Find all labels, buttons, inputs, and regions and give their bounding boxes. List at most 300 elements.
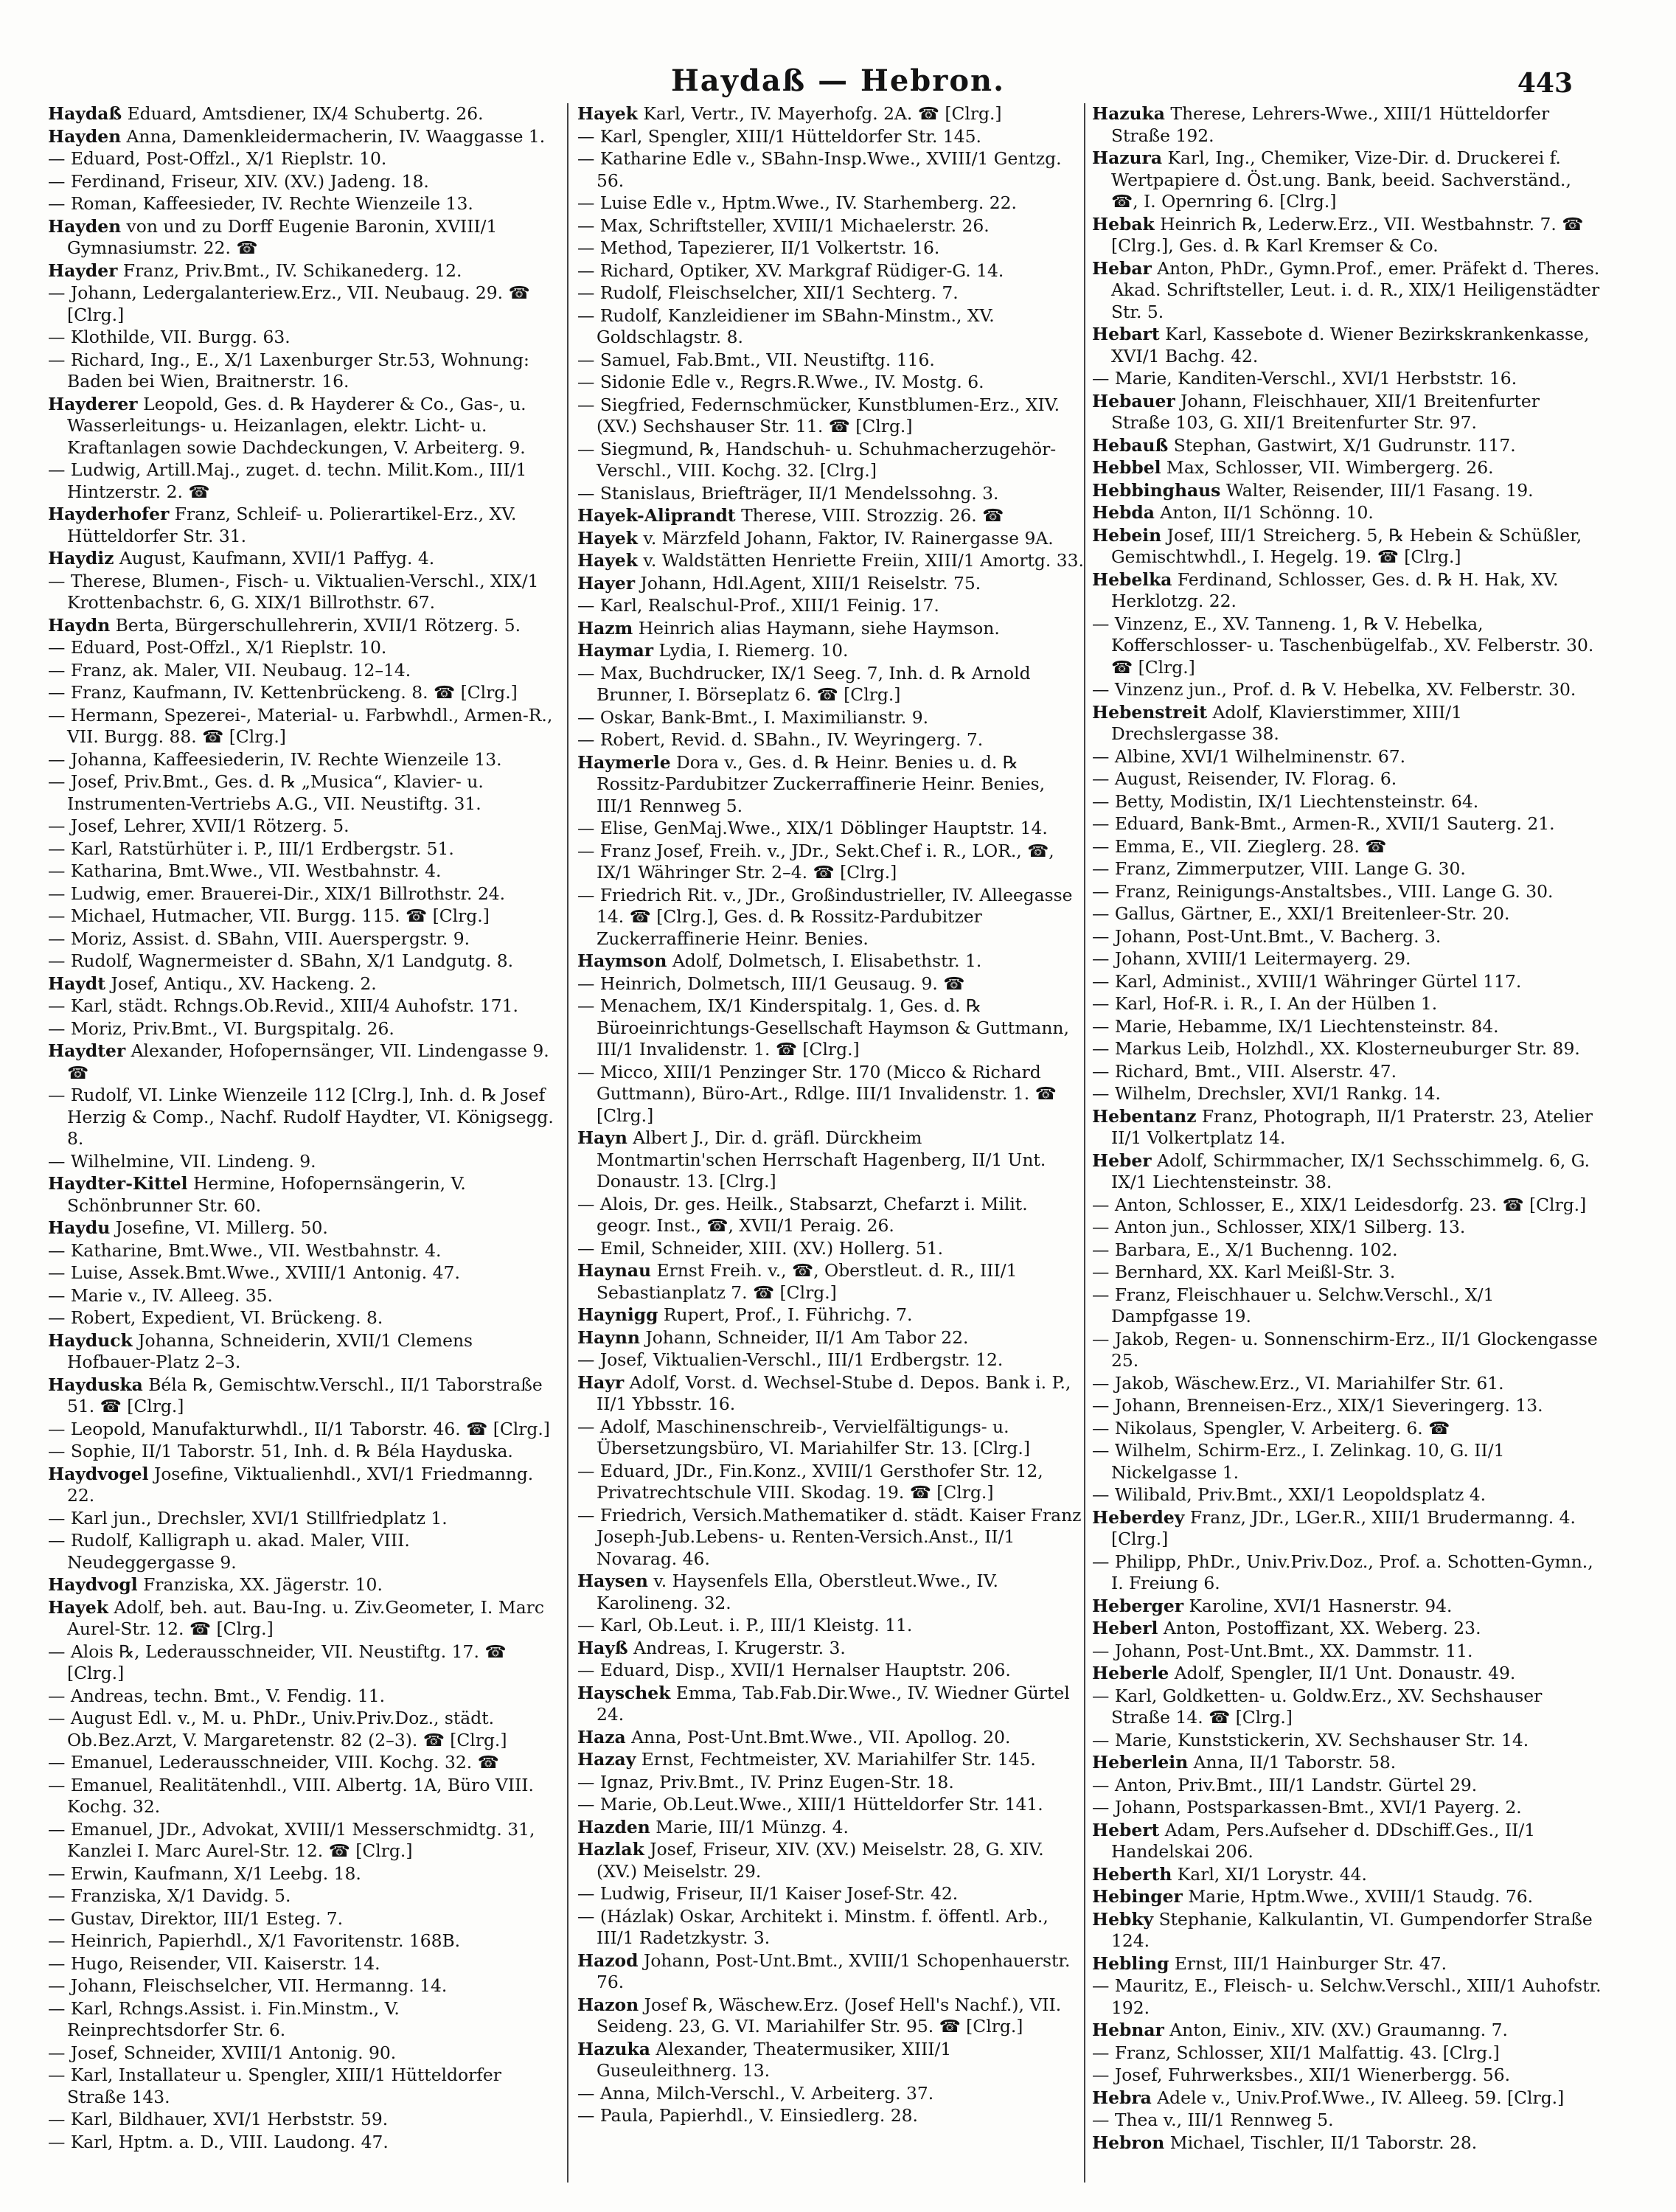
directory-entry (48, 282, 557, 326)
directory-entry (48, 928, 557, 950)
entry-text: — Ludwig, Friseur, II/1 Kaiser Josef-Str. 42. (577, 1883, 959, 1904)
directory-entry (1092, 2087, 1602, 2110)
directory-entry (48, 771, 557, 815)
entry-text: Karl, Vertr., IV. Mayerhofg. 2A. ☎ [Clrg.] (643, 103, 1002, 124)
directory-entry (577, 1683, 1086, 1726)
entry-text: — Leopold, Manufakturwhdl., II/1 Taborstr. 46. ☎ [Clrg.] (48, 1418, 550, 1439)
directory-entry (1092, 993, 1602, 1015)
entry-text: — Bernhard, XX. Karl Meißl-Str. 3. (1092, 1262, 1396, 1282)
directory-entry (1092, 1418, 1602, 1440)
entry-text: — Eduard, JDr., Fin.Konz., XVIII/1 Gersthofer Str. 12, Privatrechtschule VIII. Skodag. 19. ☎ [Clrg.] (577, 1460, 1043, 1503)
entry-text: — Ignaz, Priv.Bmt., IV. Prinz Eugen-Str. 18. (577, 1771, 954, 1792)
entry-text: Karl, XI/1 Lorystr. 44. (1177, 1863, 1367, 1885)
entry-text: Ernst, Fechtmeister, XV. Mariahilfer Str. 145. (641, 1749, 1036, 1770)
entry-text: — Philipp, PhDr., Univ.Priv.Doz., Prof. a. Schotten-Gymn., I. Freiung 6. (1092, 1551, 1593, 1593)
entry-text: Therese, VIII. Strozzig. 26. ☎ (741, 505, 1004, 526)
entry-text: — Franz, Kaufmann, IV. Kettenbrückeng. 8. ☎ [Clrg.] (48, 682, 518, 703)
entry-text: — Emil, Schneider, XIII. (XV.) Hollerg. 51. (577, 1237, 944, 1259)
entry-text: Josef, Friseur, XIV. (XV.) Meiselstr. 28, G. XIV. (XV.) Meiselstr. 29. (597, 1839, 1044, 1882)
directory-entry (1092, 1975, 1602, 2019)
directory-entry (1092, 1730, 1602, 1752)
entry-text: — Therese, Blumen-, Fisch- u. Viktualien-Verschl., XIX/1 Krottenbachstr. 6, G. XIX/1 Billrothstr. 67. (48, 570, 539, 613)
entry-text: — Johann, Brenneisen-Erz., XIX/1 Sieveringerg. 13. (1092, 1395, 1543, 1416)
entry-surname: Hazod (577, 1950, 639, 1971)
entry-text: Johann, Hdl.Agent, XIII/1 Reiselstr. 75. (640, 572, 981, 594)
directory-entry (48, 327, 557, 349)
directory-entry (48, 103, 557, 125)
entry-text: Anna, II/1 Taborstr. 58. (1193, 1752, 1397, 1773)
directory-entry (48, 1018, 557, 1040)
entry-text: — Karl, Hof-R. i. R., I. An der Hülben 1. (1092, 993, 1438, 1014)
entry-surname: Heberlein (1092, 1752, 1189, 1773)
directory-entry (577, 640, 1086, 662)
entry-text: Marie, Hptm.Wwe., XVIII/1 Staudg. 76. (1188, 1886, 1534, 1907)
directory-entry (48, 2042, 557, 2065)
directory-entry (1092, 1440, 1602, 1484)
directory-entry (577, 305, 1086, 349)
entry-text: Michael, Tischler, II/1 Taborstr. 28. (1169, 2132, 1478, 2153)
directory-entry (577, 752, 1086, 818)
directory-entry (48, 1040, 557, 1084)
directory-entry (577, 663, 1086, 706)
entry-surname: Hayer (577, 572, 636, 594)
directory-entry (48, 1597, 557, 1641)
entry-text: Karl, Ing., Chemiker, Vize-Dir. d. Druckerei f. Wertpapiere d. Öst.ung. Bank, beeid. Sachverständ., ☎, I. Opernring 6. [Clrg.] (1111, 147, 1571, 212)
entry-text: — Richard, Bmt., VIII. Alserstr. 47. (1092, 1060, 1397, 1082)
entry-text: — Ferdinand, Friseur, XIV. (XV.) Jadeng. 18. (48, 170, 429, 192)
directory-entry (1092, 480, 1602, 502)
entry-text: Therese, Lehrers-Wwe., XIII/1 Hütteldorfer Straße 192. (1111, 103, 1550, 146)
directory-entry (48, 2132, 557, 2154)
directory-entry (48, 1285, 557, 1307)
running-title: Haydaß — Hebron. (670, 63, 1006, 98)
directory-entry (577, 1883, 1086, 1905)
entry-text: — Gallus, Gärtner, E., XXI/1 Breitenleer-Str. 20. (1092, 903, 1510, 924)
entry-text: — Wilhelm, Schirm-Erz., I. Zelinkag. 10, G. II/1 Nickelgasse 1. (1092, 1440, 1505, 1483)
entry-text: — Karl, Administ., XVIII/1 Währinger Gürtel 117. (1092, 970, 1522, 992)
directory-entry (48, 2065, 557, 2108)
entry-text: Walter, Reisender, III/1 Fasang. 19. (1225, 479, 1534, 501)
entry-surname: Hayder (48, 260, 118, 281)
directory-entry (577, 126, 1086, 148)
directory-entry (48, 260, 557, 282)
directory-entry (1092, 147, 1602, 213)
directory-entry (48, 1085, 557, 1150)
entry-text: — Vinzenz, E., XV. Tanneng. 1, ℞ V. Hebelka, Kofferschlosser- u. Taschenbügelfab., XV. Felberstr. 30. ☎ [Clrg.] (1092, 613, 1594, 678)
entry-text: — Karl jun., Drechsler, XVI/1 Stillfriedplatz 1. (48, 1507, 448, 1528)
entry-text: — Karl, städt. Rchngs.Ob.Revid., XIII/4 Auhofstr. 171. (48, 995, 518, 1016)
directory-entry (1092, 768, 1602, 790)
directory-entry (1092, 2020, 1602, 2042)
entry-text: — Eduard, Post-Offzl., X/1 Rieplstr. 10. (48, 637, 387, 658)
entry-text: Stephan, Gastwirt, X/1 Gudrunstr. 117. (1173, 434, 1516, 456)
directory-entry (1092, 1484, 1602, 1506)
directory-entry (1092, 1061, 1602, 1083)
column-middle (577, 103, 1086, 2190)
entry-text: — Katharine Edle v., SBahn-Insp.Wwe., XVIII/1 Gentzg. 56. (577, 148, 1062, 191)
directory-entry (1092, 391, 1602, 434)
entry-text: — Marie, Kanditen-Verschl., XVI/1 Herbststr. 16. (1092, 368, 1517, 389)
directory-entry (577, 973, 1086, 995)
directory-entry (577, 1660, 1086, 1682)
directory-entry (48, 1419, 557, 1441)
directory-entry (48, 216, 557, 260)
directory-entry (1092, 2132, 1602, 2154)
directory-entry (577, 950, 1086, 973)
entry-text: — Richard, Ing., E., X/1 Laxenburger Str.53, Wohnung: Baden bei Wien, Braitnerstr. 16. (48, 349, 529, 392)
entry-text: — Katharina, Bmt.Wwe., VII. Westbahnstr. 4. (48, 860, 442, 881)
entry-surname: Haymson (577, 950, 667, 971)
directory-entry (1092, 214, 1602, 257)
directory-entry (577, 1571, 1086, 1614)
entry-text: — Josef, Priv.Bmt., Ges. d. ℞ „Musica“, Klavier- u. Instrumenten-Vertriebs A.G., VII. Neustiftg. 31. (48, 771, 484, 814)
entry-text: Rupert, Prof., I. Führichg. 7. (663, 1304, 913, 1325)
entry-surname: Haydvogl (48, 1574, 138, 1595)
directory-entry (48, 459, 557, 503)
directory-entry (577, 1817, 1086, 1839)
directory-entry (48, 838, 557, 860)
entry-text: — Anton jun., Schlosser, XIX/1 Silberg. 13. (1092, 1217, 1466, 1237)
directory-entry (577, 550, 1086, 572)
entry-surname: Hayden (48, 125, 122, 147)
entry-text: Johann, Schneider, II/1 Am Tabor 22. (645, 1326, 969, 1348)
entry-text: Heinrich alias Haymann, siehe Haymson. (638, 617, 1000, 639)
directory-entry (1092, 971, 1602, 993)
directory-entry (48, 1374, 557, 1418)
directory-entry (1092, 1752, 1602, 1774)
entry-surname: Heberle (1092, 1663, 1169, 1683)
entry-text: — Moriz, Priv.Bmt., VI. Burgspitalg. 26. (48, 1018, 394, 1039)
directory-entry (48, 682, 557, 704)
entry-text: Josef ℞, Wäschew.Erz. (Josef Hell's Nachf.), VII. Seideng. 23, G. VI. Mariahilfer Str. 95. ☎ [Clrg.] (597, 1994, 1062, 2037)
directory-entry (577, 1327, 1086, 1349)
directory-entry (48, 1752, 557, 1774)
entry-text: Franziska, XX. Jägerstr. 10. (143, 1574, 383, 1595)
entry-text: — Johann, Post-Unt.Bmt., V. Bacherg. 3. (1092, 925, 1442, 947)
directory-entry (1092, 435, 1602, 457)
entry-surname: Hayduck (48, 1329, 133, 1351)
entry-text: — Johann, Fleischselcher, VII. Hermanng. 14. (48, 1975, 448, 1996)
entry-text: — Barbara, E., X/1 Buchenng. 102. (1092, 1239, 1398, 1260)
directory-entry (577, 394, 1086, 438)
directory-entry (48, 571, 557, 614)
directory-entry (577, 1794, 1086, 1816)
directory-entry (577, 260, 1086, 282)
entry-text: Josefine, Viktualienhdl., XVI/1 Friedmanng. 22. (67, 1463, 534, 1506)
entry-text: — Marie, Ob.Leut.Wwe., XIII/1 Hütteldorfer Str. 141. (577, 1794, 1043, 1815)
entry-text: Karl, Kassebote d. Wiener Bezirkskrankenkasse, XVI/1 Bachg. 42. (1111, 324, 1590, 366)
column-divider (567, 103, 568, 2183)
directory-entry (577, 595, 1086, 617)
directory-entry (48, 1173, 557, 1217)
directory-entry (48, 1708, 557, 1751)
directory-entry (1092, 1820, 1602, 1863)
directory-entry (577, 1727, 1086, 1749)
entry-text: — Robert, Revid. d. SBahn., IV. Weyringerg. 7. (577, 729, 984, 750)
entry-text: Leopold, Ges. d. ℞ Hayderer & Co., Gas-, u. Wasserleitungs- u. Heizanlagen, elektr. Licht- u. Kraftanlagen sowie Dachdeckungen, V. Arbeiterg. 9. (67, 393, 526, 458)
entry-surname: Hebling (1092, 1952, 1169, 1974)
entry-text: Alexander, Theatermusiker, XIII/1 Guseuleithnerg. 13. (597, 2038, 952, 2081)
directory-entry (1092, 1016, 1602, 1038)
entry-text: — Andreas, techn. Bmt., V. Fendig. 11. (48, 1685, 386, 1706)
entry-surname: Haynn (577, 1326, 640, 1348)
entry-surname: Haydaß (48, 103, 122, 124)
directory-entry (48, 1262, 557, 1284)
directory-entry (577, 237, 1086, 260)
directory-entry (577, 1749, 1086, 1771)
entry-text: Albert J., Dir. d. gräfl. Dürckheim Montmartin'schen Herrschaft Hagenberg, II/1 Unt. Donaustr. 13. [Clrg.] (597, 1127, 1046, 1192)
directory-entry (577, 995, 1086, 1061)
directory-entry (48, 1151, 557, 1173)
directory-entry (48, 905, 557, 928)
directory-entry (1092, 502, 1602, 524)
directory-entry (1092, 2042, 1602, 2065)
directory-entry (1092, 1329, 1602, 1372)
entry-text: — Albine, XVI/1 Wilhelminenstr. 67. (1092, 745, 1406, 767)
column-left (48, 103, 557, 2190)
entry-text: — Betty, Modistin, IX/1 Liechtensteinstr. 64. (1092, 790, 1479, 812)
directory-entry (48, 1508, 557, 1530)
entry-surname: Hebauer (1092, 390, 1175, 411)
directory-entry (48, 660, 557, 682)
entry-surname: Hebert (1092, 1819, 1160, 1840)
directory-entry (577, 1416, 1086, 1460)
directory-entry (1092, 1686, 1602, 1729)
entry-text: Adolf, Klavierstimmer, XIII/1 Drechslergasse 38. (1111, 701, 1462, 744)
entry-text: Franz, Priv.Bmt., IV. Schikanederg. 12. (122, 260, 462, 281)
entry-text: — Elise, GenMaj.Wwe., XIX/1 Döblinger Hauptstr. 14. (577, 818, 1048, 838)
entry-text: — Erwin, Kaufmann, X/1 Leebg. 18. (48, 1863, 361, 1884)
entry-text: Anna, Post-Unt.Bmt.Wwe., VII. Apollog. 20. (631, 1726, 1011, 1747)
entry-text: — Klothilde, VII. Burgg. 63. (48, 327, 291, 347)
directory-entry (577, 1372, 1086, 1416)
entry-text: — Franziska, X/1 Davidg. 5. (48, 1885, 291, 1906)
directory-entry (577, 885, 1086, 950)
entry-text: Hermine, Hofopernsängerin, V. Schönbrunner Str. 60. (67, 1173, 466, 1216)
entry-text: Adele v., Univ.Prof.Wwe., IV. Alleeg. 59. [Clrg.] (1157, 2087, 1565, 2108)
entry-text: — Franz, Fleischhauer u. Selchw.Verschl., X/1 Dampfgasse 19. (1092, 1284, 1495, 1326)
entry-text: Josef, III/1 Streicherg. 5, ℞ Hebein & Schüßler, Gemischtwhdl., I. Hegelg. 19. ☎ [Clrg.] (1111, 524, 1582, 567)
entry-surname: Hebenstreit (1092, 701, 1208, 723)
directory-entry (48, 1464, 557, 1507)
entry-surname: Heberl (1092, 1618, 1158, 1638)
entry-text: — Josef, Schneider, XVIII/1 Antonig. 90. (48, 2042, 397, 2063)
entry-text: — Franz Josef, Freih. v., JDr., Sekt.Chef i. R., LOR., ☎, IX/1 Währinger Str. 2–4. ☎ [Clrg.] (577, 840, 1054, 883)
entry-text: — Jakob, Regen- u. Sonnenschirm-Erz., II/1 Glockengasse 25. (1092, 1328, 1598, 1371)
entry-text: — Ludwig, emer. Brauerei-Dir., XIX/1 Billrothstr. 24. (48, 883, 506, 904)
directory-entry (48, 148, 557, 170)
directory-entry (48, 1574, 557, 1596)
directory-entry (48, 1930, 557, 1952)
entry-text: — Emma, E., VII. Zieglerg. 28. ☎ (1092, 835, 1387, 857)
entry-text: Josef, Antiqu., XV. Hackeng. 2. (111, 973, 377, 994)
directory-entry (48, 1975, 557, 1997)
directory-entry (577, 1638, 1086, 1660)
directory-entry (48, 995, 557, 1018)
directory-entry (48, 394, 557, 459)
entry-text: Lydia, I. Riemerg. 10. (658, 640, 849, 661)
entry-text: Johanna, Schneiderin, XVII/1 Clemens Hofbauer-Platz 2–3. (67, 1329, 473, 1372)
directory-entry (48, 126, 557, 148)
entry-surname: Haydter-Kittel (48, 1173, 188, 1194)
entry-text: — Marie v., IV. Alleeg. 35. (48, 1284, 273, 1306)
directory-entry (1092, 1953, 1602, 1975)
entry-text: — Adolf, Maschinenschreib-, Vervielfältigungs- u. Übersetzungsbüro, VI. Mariahilfer Str. 13. [Clrg.] (577, 1416, 1030, 1458)
directory-entry (48, 705, 557, 748)
directory-entry (1092, 1239, 1602, 1262)
directory-entry (48, 1885, 557, 1907)
entry-surname: Haymar (577, 640, 654, 661)
directory-entry (1092, 836, 1602, 858)
directory-entry (577, 573, 1086, 595)
entry-text: Karoline, XVI/1 Hasnerstr. 94. (1189, 1595, 1453, 1616)
directory-entry (1092, 1596, 1602, 1618)
entry-text: — Friedrich Rit. v., JDr., Großindustrieller, IV. Alleegasse 14. ☎ [Clrg.], Ges. d. ℞ Rossitz-Pardubitzer Zuckerraffinerie Heinr. Benies. (577, 884, 1073, 949)
directory-entry (48, 860, 557, 883)
entry-surname: Heber (1092, 1150, 1152, 1171)
entry-text: — Moriz, Assist. d. SBahn, VIII. Auerspergstr. 9. (48, 928, 470, 949)
directory-entry (577, 1772, 1086, 1794)
entry-text: Adam, Pers.Aufseher d. DDschiff.Ges., II/1 Handelskai 206. (1111, 1819, 1536, 1862)
entry-text: — Johann, Post-Unt.Bmt., XX. Dammstr. 11. (1092, 1640, 1473, 1661)
entry-surname: Hayden (48, 215, 122, 237)
column-divider (1084, 103, 1085, 2183)
entry-surname: Hayderer (48, 393, 138, 414)
directory-entry (577, 1906, 1086, 1950)
entry-text: — Karl, Realschul-Prof., XIII/1 Feinig. 17. (577, 595, 939, 616)
directory-entry (1092, 2065, 1602, 2087)
directory-entry (577, 729, 1086, 751)
entry-text: — Emanuel, Lederausschneider, VIII. Kochg. 32. ☎ (48, 1752, 499, 1773)
entry-text: Dora v., Ges. d. ℞ Heinr. Benies u. d. ℞ Rossitz-Pardubitzer Zuckerraffinerie Heinr. Benies, III/1 Rennweg 5. (597, 751, 1046, 816)
entry-text: — Franz, Schlosser, XII/1 Malfattig. 43. [Clrg.] (1092, 2042, 1500, 2063)
directory-entry (48, 2109, 557, 2131)
entry-text: v. Haysenfels Ella, Oberstleut.Wwe., IV. Karolineng. 32. (597, 1571, 998, 1613)
directory-entry (1092, 1395, 1602, 1417)
entry-surname: Hebauß (1092, 434, 1169, 456)
entry-text: — August, Reisender, IV. Florag. 6. (1092, 768, 1397, 789)
directory-entry (48, 1998, 557, 2042)
entry-text: — Ludwig, Artill.Maj., zuget. d. techn. Milit.Kom., III/1 Hintzerstr. 2. ☎ (48, 459, 527, 502)
entry-text: — Eduard, Post-Offzl., X/1 Rieplstr. 10. (48, 148, 387, 169)
entry-surname: Hebelka (1092, 568, 1172, 590)
entry-surname: Haynau (577, 1260, 652, 1281)
entry-surname: Hayek (577, 550, 638, 571)
directory-entry (1092, 103, 1602, 147)
directory-entry (1092, 858, 1602, 880)
entry-text: — (Házlak) Oskar, Architekt i. Minstm. f. öffentl. Arb., III/1 Radetzkystr. 3. (577, 1905, 1049, 1948)
entry-text: — Rudolf, Fleischselcher, XII/1 Sechterg. 7. (577, 282, 959, 303)
entry-text: — Siegmund, ℞, Handschuh- u. Schuhmacherzugehör-Verschl., VIII. Kochg. 32. [Clrg.] (577, 438, 1057, 481)
directory-entry (1092, 1909, 1602, 1952)
directory-entry (577, 483, 1086, 505)
entry-surname: Hebak (1092, 213, 1155, 234)
entry-text: — Nikolaus, Spengler, V. Arbeiterg. 6. ☎ (1092, 1417, 1450, 1439)
entry-text: — Samuel, Fab.Bmt., VII. Neustiftg. 116. (577, 349, 935, 370)
entry-text: — Eduard, Bank-Bmt., Armen-R., XVII/1 Sauterg. 21. (1092, 813, 1555, 834)
directory-entry (577, 215, 1086, 237)
directory-entry (1092, 1217, 1602, 1239)
entry-surname: Haydiz (48, 548, 114, 568)
entry-surname: Hebart (1092, 324, 1160, 344)
directory-entry (48, 1217, 557, 1239)
directory-entry (1092, 926, 1602, 948)
entry-text: Adolf, Vorst. d. Wechsel-Stube d. Depos. Bank i. P., II/1 Ybbsstr. 16. (597, 1371, 1071, 1414)
entry-text: — Luise, Assek.Bmt.Wwe., XVIII/1 Antonig. 47. (48, 1262, 460, 1283)
entry-text: — Emanuel, JDr., Advokat, XVIII/1 Messerschmidtg. 31, Kanzlei I. Marc Aurel-Str. 12. ☎ [Clrg.] (48, 1818, 535, 1861)
directory-entry (1092, 1663, 1602, 1685)
entry-surname: Hayek (577, 103, 638, 124)
directory-entry (577, 1615, 1086, 1637)
directory-entry (1092, 457, 1602, 479)
directory-entry (48, 615, 557, 637)
entry-text: Ernst, III/1 Hainburger Str. 47. (1174, 1952, 1447, 1974)
entry-text: — Gustav, Direktor, III/1 Esteg. 7. (48, 1907, 344, 1929)
entry-surname: Haydu (48, 1217, 111, 1238)
directory-entry (577, 1994, 1086, 2038)
entry-surname: Haydter (48, 1040, 126, 1061)
entry-text: Anton, II/1 Schönng. 10. (1160, 502, 1374, 523)
entry-text: Adolf, Schirmmacher, IX/1 Sechsschimmelg. 6, G. IX/1 Liechtensteinstr. 38. (1111, 1150, 1590, 1192)
directory-entry (1092, 324, 1602, 367)
directory-entry (48, 1686, 557, 1708)
entry-surname: Hebda (1092, 502, 1155, 523)
entry-text: — Sophie, II/1 Taborstr. 51, Inh. d. ℞ Béla Hayduska. (48, 1441, 513, 1461)
entry-surname: Hebky (1092, 1908, 1154, 1930)
entry-text: — Josef, Lehrer, XVII/1 Rötzerg. 5. (48, 815, 350, 836)
entry-surname: Hazura (1092, 147, 1163, 168)
entry-surname: Hayn (577, 1127, 627, 1148)
entry-text: — Hermann, Spezerei-, Material- u. Farbwhdl., Armen-R., VII. Burgg. 88. ☎ [Clrg.] (48, 704, 553, 747)
directory-entry (1092, 1551, 1602, 1595)
entry-text: — Heinrich, Dolmetsch, III/1 Geusaug. 9. ☎ (577, 973, 965, 994)
directory-entry (577, 439, 1086, 482)
directory-entry (48, 1441, 557, 1463)
directory-entry (48, 349, 557, 393)
directory-entry (1092, 368, 1602, 390)
directory-entry (577, 2039, 1086, 2082)
directory-entry (1092, 903, 1602, 925)
entry-surname: Hayduska (48, 1374, 143, 1395)
directory-entry (1092, 1106, 1602, 1150)
directory-entry (577, 1839, 1086, 1882)
entry-text: — Alois, Dr. ges. Heilk., Stabsarzt, Chefarzt i. Milit. geogr. Inst., ☎, XVII/1 Peraig. 26. (577, 1193, 1028, 1236)
entry-surname: Haydvogel (48, 1463, 149, 1484)
directory-entry (1092, 1284, 1602, 1328)
directory-entry (577, 2105, 1086, 2127)
entry-text: — Method, Tapezierer, II/1 Volkertstr. 16. (577, 237, 940, 258)
directory-entry (1092, 1194, 1602, 1217)
entry-text: — Micco, XIII/1 Penzinger Str. 170 (Micco & Richard Guttmann), Büro-Art., Rdlge. III/1 Invalidenstr. 1. ☎ [Clrg.] (577, 1061, 1057, 1126)
entry-surname: Hayß (577, 1637, 628, 1658)
entry-text: Anton, Postoffizant, XX. Weberg. 23. (1163, 1618, 1481, 1638)
entry-text: Andreas, I. Krugerstr. 3. (633, 1637, 846, 1658)
directory-entry (1092, 702, 1602, 745)
entry-text: Anton, Einiv., XIV. (XV.) Graumanng. 7. (1169, 2020, 1508, 2040)
directory-entry (577, 282, 1086, 305)
entry-surname: Heberdey (1092, 1506, 1185, 1528)
entry-surname: Haynigg (577, 1304, 658, 1325)
entry-text: Adolf, beh. aut. Bau-Ing. u. Ziv.Geometer, I. Marc Aurel-Str. 12. ☎ [Clrg.] (67, 1596, 544, 1639)
directory-entry (48, 883, 557, 905)
entry-text: — Wilhelm, Drechsler, XVI/1 Rankg. 14. (1092, 1083, 1441, 1104)
entry-text: — Hugo, Reisender, VII. Kaiserstr. 14. (48, 1952, 380, 1974)
directory-entry (48, 950, 557, 973)
entry-surname: Hayek (48, 1596, 108, 1618)
entry-text: — Karl, Spengler, XIII/1 Hütteldorfer Str. 145. (577, 125, 981, 147)
directory-entry (577, 192, 1086, 215)
entry-text: — Max, Schriftsteller, XVIII/1 Michaelerstr. 26. (577, 215, 990, 236)
